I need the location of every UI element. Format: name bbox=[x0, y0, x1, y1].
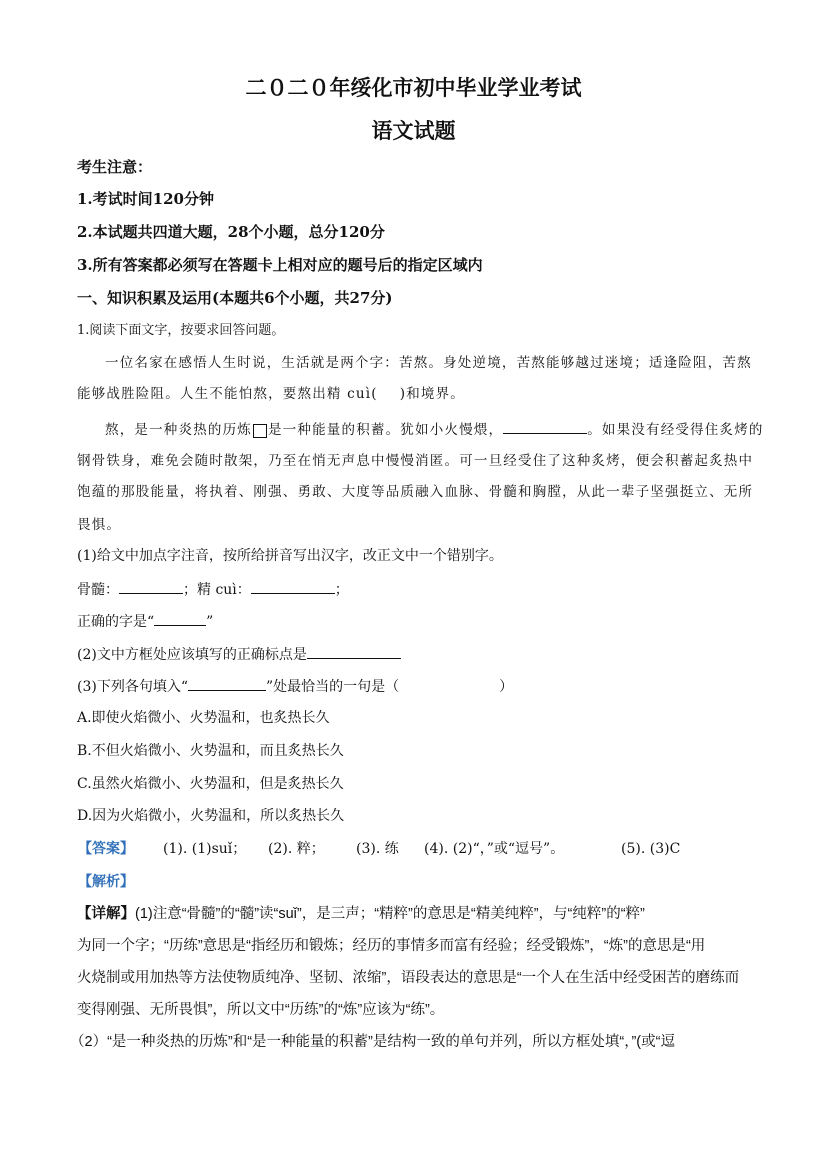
passage-p2-line1-a: 熬，是一种炎热的历炼 bbox=[105, 422, 252, 438]
sub-question-1-blanks bbox=[77, 579, 349, 600]
analysis-line-4: 变得刚强、无所畏惧”，所以文中“历练”的“炼”应该为“练”。 bbox=[77, 1002, 445, 1018]
page-title: 二０二０年绥化市初中毕业学业考试 bbox=[245, 75, 582, 100]
section-heading: 一、知识积累及运用(本题共6个小题，共27分) bbox=[77, 289, 393, 307]
sub-question-3-c: ） bbox=[499, 679, 514, 695]
answer-label: 【答案】 bbox=[78, 841, 134, 857]
passage-p2-line3: 饱蕴的那股能量，将执着、刚强、勇敢、大度等品质融入血脉、骨髓和胸膛，从此一辈子坚强挺立、无所 bbox=[77, 484, 754, 500]
blank-2-label: ；精 cuì： bbox=[183, 582, 251, 598]
passage-p1-line2 bbox=[77, 384, 465, 404]
sub-question-1: (1)给文中加点字注音，按所给拼音写出汉字，改正文中一个错别字。 bbox=[77, 548, 503, 564]
answer-blank-sentence bbox=[503, 419, 587, 434]
option-d: D.因为火焰微小，火势温和，所以炙热长久 bbox=[77, 808, 345, 824]
answer-part-1: (1). (1)suǐ； bbox=[163, 841, 247, 857]
passage-p1-line1: 一位名家在感悟人生时说，生活就是两个字：苦熬。身处逆境，苦熬能够越过迷境；适逢险阻，苦熬 bbox=[105, 355, 752, 371]
answer-blank-1 bbox=[119, 579, 183, 594]
passage-p2-line1-b: 是一种能量的积蓄。犹如小火慢煨， bbox=[268, 422, 504, 438]
answer-blank-4 bbox=[307, 644, 401, 659]
passage-p2-line1 bbox=[105, 419, 764, 440]
sub-question-2 bbox=[77, 644, 401, 665]
analysis-text-1: (1)注意“骨髓”的“髓”读“suǐ”，是三声；“精粹”的意思是“精美纯粹”，与“纯粹”的“粹” bbox=[135, 906, 645, 922]
question-1-stem: 1.阅读下面文字，按要求回答问题。 bbox=[77, 323, 285, 338]
analysis-line-3: 火烧制或用加热等方法使物质纯净、坚韧、浓缩”，语段表达的意思是“一个人在生活中经受困苦的磨练而 bbox=[77, 970, 740, 986]
passage-p2-line4: 畏惧。 bbox=[77, 517, 122, 533]
analysis-line-5: （2）“是一种炎热的历炼”和“是一种能量的积蓄”是结构一致的单句并列，所以方框处填“，”(或“逗 bbox=[70, 1034, 675, 1050]
sub-question-3-a: (3)下列各句填入“ bbox=[77, 679, 188, 695]
passage-p1-line2-a: 能够战胜险阻。人生不能怕熬，要熬出精 cuì( bbox=[77, 386, 378, 402]
answer-part-5: (5). (3)C bbox=[621, 841, 681, 857]
detail-label: 【详解】 bbox=[77, 906, 135, 922]
passage-p2-line2: 钢骨铁身，难免会随时散架，乃至在悄无声息中慢慢消匿。可一旦经受住了这种炙烤，便会积蓄起炙热中 bbox=[77, 453, 754, 469]
option-c: C.虽然火焰微小、火势温和，但是炙热长久 bbox=[77, 776, 344, 792]
analysis-line-1 bbox=[77, 904, 645, 924]
answer-part-2: (2). 粹； bbox=[268, 841, 325, 857]
option-a: A.即使火焰微小、火势温和，也炙热长久 bbox=[77, 710, 330, 726]
answer-blank-5 bbox=[188, 676, 266, 691]
correct-label: 正确的字是“ bbox=[77, 614, 155, 630]
sub-question-3 bbox=[77, 676, 513, 697]
answer-part-4: (4). (2)“，”或“逗号”。 bbox=[424, 841, 565, 857]
notice-item-3: 3.所有答案都必须写在答题卡上相对应的题号后的指定区域内 bbox=[77, 256, 483, 274]
correct-end: ” bbox=[206, 614, 214, 630]
notice-item-1: 1.考试时间120分钟 bbox=[77, 190, 214, 208]
sub-question-1-correct bbox=[77, 611, 213, 632]
answer-blank-2 bbox=[251, 579, 335, 594]
notice-heading: 考生注意： bbox=[77, 158, 153, 176]
notice-item-2: 2.本试题共四道大题，28个小题，总分120分 bbox=[77, 223, 385, 241]
analysis-label: 【解析】 bbox=[78, 874, 134, 890]
analysis-line-2: 为同一个字；“历练”意思是“指经历和锻炼；经历的事情多而富有经验；经受锻炼”，“炼”的意思是“用 bbox=[77, 938, 706, 954]
sub-question-3-b: ”处最恰当的一句是（ bbox=[266, 679, 400, 695]
blank-2-end: ； bbox=[334, 582, 349, 598]
blank-box bbox=[253, 424, 267, 438]
passage-p1-line2-b: )和境界。 bbox=[399, 386, 466, 402]
page-subtitle: 语文试题 bbox=[371, 118, 456, 143]
passage-p2-line1-c: 。如果没有经受得住炙烤的 bbox=[587, 422, 764, 438]
sub-question-2-text: (2)文中方框处应该填写的正确标点是 bbox=[77, 647, 307, 663]
answer-blank-3 bbox=[154, 611, 206, 626]
answer-part-3: (3). 练 bbox=[356, 841, 399, 857]
blank-1-label: 骨髓： bbox=[77, 582, 119, 598]
option-b: B.不但火焰微小、火势温和，而且炙热长久 bbox=[77, 743, 344, 759]
